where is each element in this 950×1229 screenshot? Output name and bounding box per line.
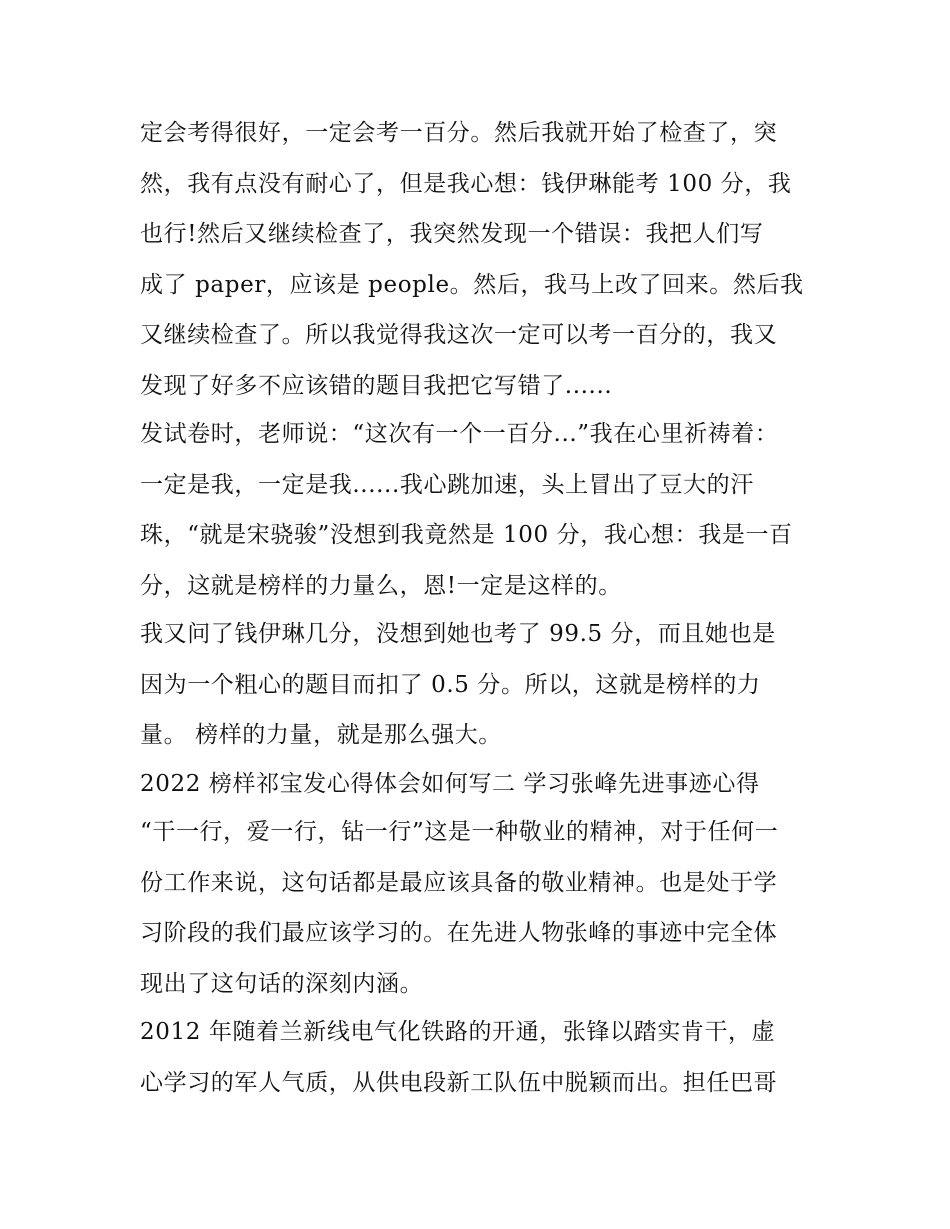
text-line: 又继续检查了。所以我觉得我这次一定可以考一百分的，我又 bbox=[140, 322, 778, 348]
text-line: 我又问了钱伊琳几分，没想到她也考了 99.5 分，而且她也是 bbox=[140, 621, 776, 647]
text-line: 因为一个粗心的题目而扣了 0.5 分。所以，这就是榜样的力 bbox=[140, 671, 761, 698]
text-line: 心学习的军人气质，从供电段新工队伍中脱颖而出。担任巴哥 bbox=[140, 1069, 778, 1096]
paragraph-role-model bbox=[140, 609, 820, 761]
text-line: 珠，“就是宋骁骏”没想到我竟然是 100 分，我心想：我是一百 bbox=[140, 522, 793, 548]
paragraph-results bbox=[140, 409, 820, 611]
text-line: 份工作来说，这句话都是最应该具备的敬业精神。也是处于学 bbox=[140, 869, 778, 896]
paragraph-railway bbox=[140, 1007, 820, 1108]
text-line: 也行!然后又继续检查了，我突然发现一个错误：我把人们写 bbox=[140, 221, 764, 247]
text-line: 发试卷时，老师说：“这次有一个一百分...”我在心里祈祷着： bbox=[140, 421, 779, 447]
section-heading bbox=[140, 759, 820, 810]
text-line: 定会考得很好，一定会考一百分。然后我就开始了检查了，突 bbox=[140, 120, 778, 146]
text-line: 量。 榜样的力量，就是那么强大。 bbox=[140, 722, 502, 748]
text-line: 2012 年随着兰新线电气化铁路的开通，张锋以踏实肯干，虚 bbox=[140, 1019, 776, 1045]
paragraph-dedication bbox=[140, 807, 820, 1009]
text-line: 成了 paper，应该是 people。然后，我马上改了回来。然后我 bbox=[140, 271, 804, 298]
text-line: “干一行，爱一行，钻一行”这是一种敬业的精神，对于任何一 bbox=[140, 819, 779, 845]
text-line: 习阶段的我们最应该学习的。在先进人物张峰的事迹中完全体 bbox=[140, 920, 778, 946]
paragraph-exam-check bbox=[140, 108, 820, 411]
text-line: 发现了好多不应该错的题目我把它写错了...... bbox=[140, 372, 613, 399]
heading-line: 2022 榜样祁宝发心得体会如何写二 学习张峰先进事迹心得 bbox=[140, 770, 760, 797]
text-line: 一定是我，一定是我......我心跳加速，头上冒出了豆大的汗 bbox=[140, 471, 754, 498]
text-line: 然，我有点没有耐心了，但是我心想：钱伊琳能考 100 分，我 bbox=[140, 170, 792, 197]
text-line: 分，这就是榜样的力量么，恩!一定是这样的。 bbox=[140, 572, 622, 599]
document-body bbox=[140, 108, 820, 1108]
text-line: 现出了这句话的深刻内涵。 bbox=[140, 970, 424, 997]
